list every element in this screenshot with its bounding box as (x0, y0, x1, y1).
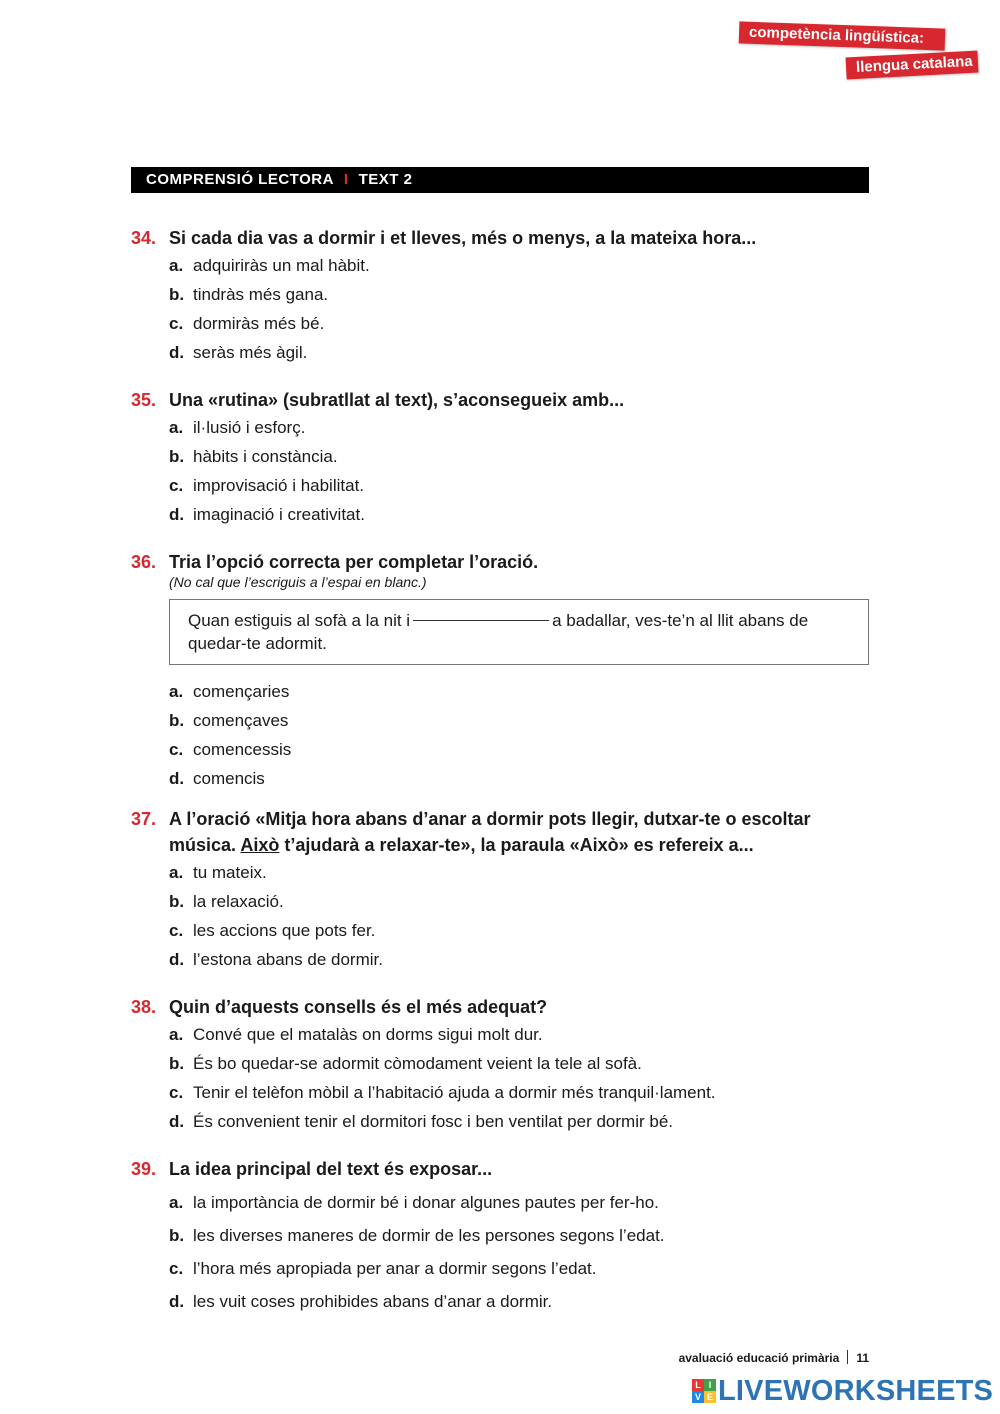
option-d[interactable] (131, 500, 869, 529)
sentence-box (169, 599, 869, 665)
logo-cell: V (692, 1391, 704, 1403)
option-d[interactable] (131, 338, 869, 367)
option-text: És convenient tenir el dormitori fosc i ben ventilat per dormir bé. (193, 1112, 674, 1131)
question-text (131, 1156, 869, 1182)
question-35 (131, 387, 869, 529)
question-text (131, 994, 869, 1020)
question-text (131, 225, 869, 251)
option-d[interactable] (131, 1285, 869, 1318)
logo-cell: I (704, 1379, 716, 1391)
option-text: la relaxació. (193, 892, 284, 911)
option-c[interactable] (131, 1078, 869, 1107)
question-prompt: Una «rutina» (subratllat al text), s’aconsegueix amb... (169, 390, 625, 410)
option-b[interactable] (131, 1219, 869, 1252)
option-text: improvisació i habilitat. (193, 476, 365, 495)
liveworksheets-watermark (692, 1374, 993, 1408)
logo-cell: L (692, 1379, 704, 1391)
option-text: Tenir el telèfon mòbil a l’habitació ajuda a dormir més tranquil·lament. (193, 1083, 716, 1102)
question-prompt-part1: A l’oració «Mitja hora abans d’anar a dormir pots llegir, dutxar-te o escoltar música. (169, 809, 811, 855)
option-letter: d. (169, 505, 185, 524)
option-letter: c. (169, 740, 184, 759)
option-letter: d. (169, 1112, 185, 1131)
question-37 (131, 806, 869, 974)
section-header (131, 167, 869, 193)
option-letter: c. (169, 314, 184, 333)
sentence-before: Quan estiguis al sofà a la nit i (188, 611, 411, 630)
question-number: 35. (131, 390, 157, 410)
option-letter: d. (169, 950, 185, 969)
option-b[interactable] (131, 1049, 869, 1078)
option-a[interactable] (131, 858, 869, 887)
liveworksheets-logo-icon (692, 1379, 716, 1403)
option-text: imaginació i creativitat. (193, 505, 365, 524)
question-number: 39. (131, 1159, 157, 1179)
option-letter: b. (169, 1226, 185, 1245)
option-letter: c. (169, 476, 184, 495)
option-letter: c. (169, 1259, 184, 1278)
section-title: COMPRENSIÓ LECTORA (146, 171, 334, 188)
underlined-word: Això (240, 835, 280, 855)
option-text: adquiriràs un mal hàbit. (193, 256, 370, 275)
question-prompt-part2: t’ajudarà a relaxar-te», la paraula «Això» es refereix a... (284, 835, 754, 855)
sentence-after: a badallar, ves-te’n al llit abans de quedar-te adormit. (188, 611, 809, 653)
footer-label: avaluació educació primària (678, 1351, 840, 1365)
option-text: les diverses maneres de dormir de les persones segons l’edat. (193, 1226, 665, 1245)
page-footer (679, 1350, 869, 1366)
option-b[interactable] (131, 442, 869, 471)
option-text: començaries (193, 682, 290, 701)
question-prompt: La idea principal del text és exposar... (169, 1159, 493, 1179)
option-letter: a. (169, 256, 184, 275)
section-subtitle: TEXT 2 (358, 171, 413, 188)
option-b[interactable] (131, 706, 869, 735)
question-text (131, 387, 869, 413)
option-letter: a. (169, 863, 184, 882)
option-b[interactable] (131, 887, 869, 916)
option-text: dormiràs més bé. (193, 314, 325, 333)
option-d[interactable] (131, 945, 869, 974)
option-letter: c. (169, 1083, 184, 1102)
option-letter: a. (169, 682, 184, 701)
page-number: 11 (856, 1351, 869, 1365)
option-text: comencis (193, 769, 265, 788)
option-c[interactable] (131, 916, 869, 945)
option-letter: b. (169, 1054, 185, 1073)
question-34 (131, 225, 869, 367)
option-letter: b. (169, 285, 185, 304)
watermark-text: LIVEWORKSHEETS (718, 1375, 994, 1407)
logo-cell: E (704, 1391, 716, 1403)
subject-tag: competència lingüística: (739, 21, 946, 50)
option-text: Convé que el matalàs on dorms sigui molt dur. (193, 1025, 543, 1044)
option-letter: a. (169, 1025, 184, 1044)
section-separator: I (343, 171, 349, 188)
question-text (131, 806, 869, 858)
blank-space (413, 619, 549, 621)
question-number: 37. (131, 809, 157, 829)
option-c[interactable] (131, 735, 869, 764)
option-text: seràs més àgil. (193, 343, 308, 362)
question-number: 36. (131, 552, 157, 572)
option-d[interactable] (131, 1107, 869, 1136)
option-text: la importància de dormir bé i donar algunes pautes per fer-ho. (193, 1193, 659, 1212)
option-letter: d. (169, 343, 185, 362)
language-tag: llengua catalana (846, 51, 979, 80)
question-number: 34. (131, 228, 157, 248)
question-text (131, 549, 869, 575)
option-a[interactable] (131, 677, 869, 706)
option-letter: b. (169, 892, 185, 911)
option-a[interactable] (131, 413, 869, 442)
option-text: tindràs més gana. (193, 285, 329, 304)
option-text: hàbits i constància. (193, 447, 338, 466)
option-text: És bo quedar-se adormit còmodament veient la tele al sofà. (193, 1054, 642, 1073)
option-text: l’estona abans de dormir. (193, 950, 383, 969)
option-text: les accions que pots fer. (193, 921, 376, 940)
option-text: l’hora més apropiada per anar a dormir segons l’edat. (193, 1259, 597, 1278)
option-letter: b. (169, 447, 185, 466)
option-a[interactable] (131, 1020, 869, 1049)
question-prompt: Quin d’aquests consells és el més adequat? (169, 997, 548, 1017)
option-text: tu mateix. (193, 863, 267, 882)
option-letter: d. (169, 769, 185, 788)
option-letter: a. (169, 418, 184, 437)
option-text: les vuit coses prohibides abans d’anar a dormir. (193, 1292, 553, 1311)
option-letter: a. (169, 1193, 184, 1212)
option-c[interactable] (131, 1252, 869, 1285)
question-note: (No cal que l’escriguis a l’espai en blanc.) (169, 574, 427, 590)
option-letter: b. (169, 711, 185, 730)
option-text: començaves (193, 711, 289, 730)
option-c[interactable] (131, 471, 869, 500)
option-text: comencessis (193, 740, 292, 759)
question-39 (131, 1156, 869, 1318)
question-prompt: Si cada dia vas a dormir i et lleves, més o menys, a la mateixa hora... (169, 228, 757, 248)
option-letter: c. (169, 921, 184, 940)
option-b[interactable] (131, 280, 869, 309)
option-text: il·lusió i esforç. (193, 418, 306, 437)
question-prompt: Tria l’opció correcta per completar l’oració. (169, 552, 539, 572)
question-38 (131, 994, 869, 1136)
footer-divider (847, 1350, 848, 1364)
question-number: 38. (131, 997, 157, 1017)
option-letter: d. (169, 1292, 185, 1311)
option-a[interactable] (131, 1186, 869, 1219)
option-c[interactable] (131, 309, 869, 338)
option-a[interactable] (131, 251, 869, 280)
option-d[interactable] (131, 764, 869, 793)
question-36 (131, 549, 869, 793)
